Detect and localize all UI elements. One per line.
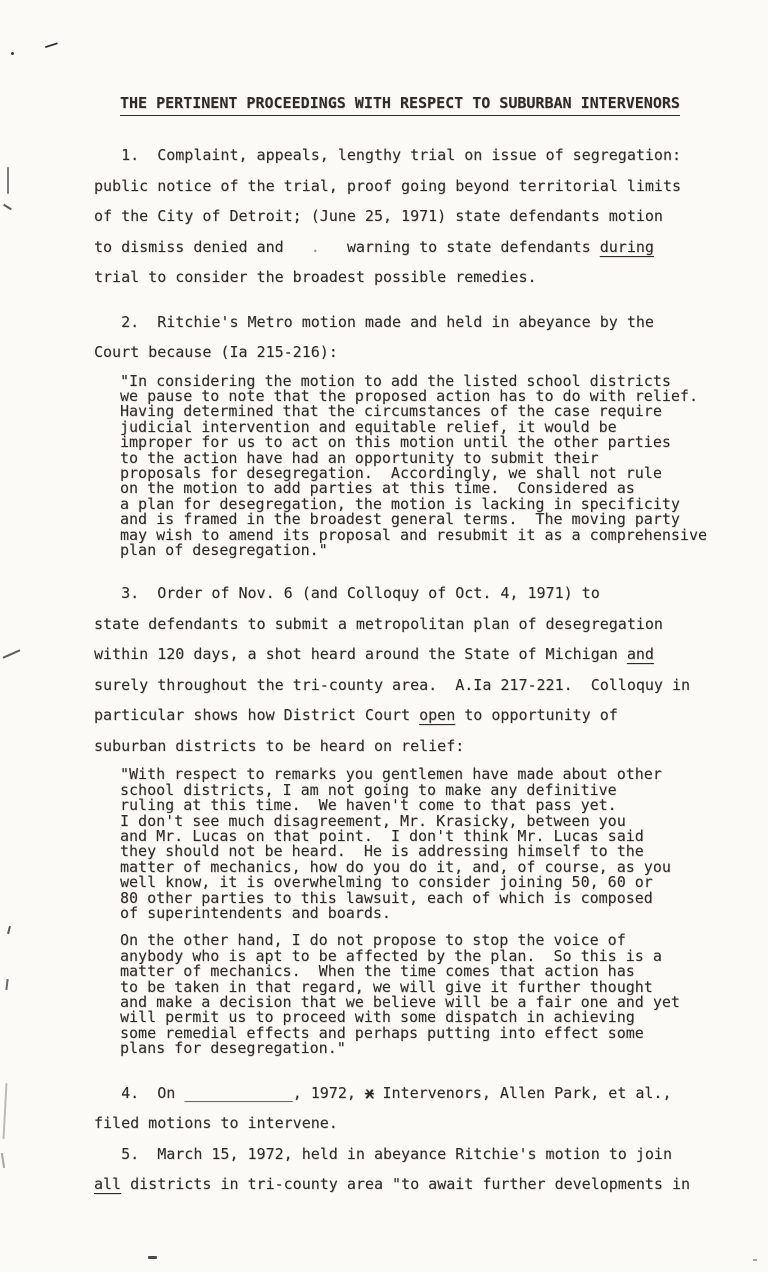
text-line: plans for desegregation.": [120, 1039, 346, 1058]
document-title: [120, 93, 728, 113]
text-line: school districts, I am not going to make any definitive: [120, 780, 617, 799]
text-line: and is framed in the broadest general terms. The moving party: [120, 510, 680, 529]
text-line: all districts in tri-county area "to await further developments in: [94, 1175, 691, 1194]
text-line: 4. On ____________, 1972, x Intervenors, Allen Park, et al.,: [94, 1083, 672, 1102]
quote-2b: [120, 933, 728, 1056]
text-line: will permit us to proceed with some dispatch in achieving: [120, 1008, 635, 1027]
text-line: 1. Complaint, appeals, lengthy trial on issue of segregation:: [94, 146, 681, 164]
text-line: on the motion to add parties at this time. Considered as: [120, 479, 635, 498]
text-line: "With respect to remarks you gentlemen have made about other: [120, 765, 662, 784]
text-line: I don't see much disagreement, Mr. Krasicky, between you: [120, 811, 626, 830]
text-line: some remedial effects and perhaps putting into effect some: [120, 1023, 644, 1042]
text-line: to dismiss denied and . warning to state defendants during: [94, 237, 654, 256]
text-line: matter of mechanics. When the time comes that action has: [120, 962, 635, 981]
text-line: well know, it is overwhelming to consider joining 50, 60 or: [120, 873, 653, 892]
text-line: Court because (Ia 215-216):: [94, 343, 338, 361]
text-line: a plan for desegregation, the motion is lacking in specificity: [120, 494, 680, 513]
paragraph-4: [94, 1078, 728, 1139]
text-line: state defendants to submit a metropolitan plan of desegregation: [94, 614, 663, 633]
text-line: judicial intervention and equitable relief, it would be: [120, 417, 617, 436]
paragraph-5: [94, 1139, 728, 1200]
text-line: suburban districts to be heard on relief:: [94, 736, 465, 755]
text-line: to be taken in that regard, we will give it further thought: [120, 977, 653, 996]
quote-1: [120, 371, 728, 559]
text-line: "In considering the motion to add the listed school districts: [120, 371, 671, 390]
text-line: 2. Ritchie's Metro motion made and held in abeyance by the: [94, 312, 654, 331]
paragraph-1: [94, 140, 728, 293]
text-line: we pause to note that the proposed action has to do with relief.: [120, 386, 698, 405]
text-line: On the other hand, I do not propose to stop the voice of: [120, 931, 626, 950]
paragraph-3: [94, 578, 728, 761]
text-line: particular shows how District Court open to opportunity of: [94, 706, 618, 725]
text-line: within 120 days, a shot heard around the State of Michigan and: [94, 645, 654, 664]
text-line: 5. March 15, 1972, held in abeyance Ritchie's motion to join: [94, 1144, 672, 1163]
text-line: of the City of Detroit; (June 25, 1971) state defendants motion: [94, 207, 663, 225]
text-line: and make a decision that we believe will be a fair one and yet: [120, 993, 680, 1012]
text-line: trial to consider the broadest possible remedies.: [94, 268, 537, 286]
text-line: to the action have had an opportunity to submit their: [120, 448, 599, 467]
text-line: matter of mechanics, how do you do it, and, of course, as you: [120, 857, 671, 876]
text-line: Having determined that the circumstances of the case require: [120, 402, 662, 421]
text-line: plan of desegregation.": [120, 540, 328, 559]
text-line: anybody who is apt to be affected by the plan. So this is a: [120, 946, 662, 965]
text-line: ruling at this time. We haven't come to that pass yet.: [120, 796, 617, 815]
text-line: public notice of the trial, proof going beyond territorial limits: [94, 176, 681, 195]
text-line: proposals for desegregation. Accordingly, we shall not rule: [120, 463, 662, 482]
quote-2a: [120, 767, 728, 921]
text-line: surely throughout the tri-county area. A.Ia 217-221. Colloquy in: [94, 675, 691, 694]
text-line: filed motions to intervene.: [94, 1114, 338, 1133]
paragraph-2: [94, 307, 728, 368]
text-line: may wish to amend its proposal and resubmit it as a comprehensive: [120, 525, 707, 544]
document-body: [94, 140, 728, 1200]
text-line: and Mr. Lucas on that point. I don't think Mr. Lucas said: [120, 827, 644, 845]
text-line: 80 other parties to this lawsuit, each of which is composed: [120, 888, 653, 907]
text-line: of superintendents and boards.: [120, 904, 391, 923]
text-line: 3. Order of Nov. 6 (and Colloquy of Oct. 4, 1971) to: [94, 584, 600, 603]
document-title-text: THE PERTINENT PROCEEDINGS WITH RESPECT TO SUBURBAN INTERVENORS: [120, 94, 680, 116]
text-line: improper for us to act on this motion until the other parties: [120, 433, 671, 452]
text-line: they should not be heard. He is addressing himself to the: [120, 842, 644, 861]
